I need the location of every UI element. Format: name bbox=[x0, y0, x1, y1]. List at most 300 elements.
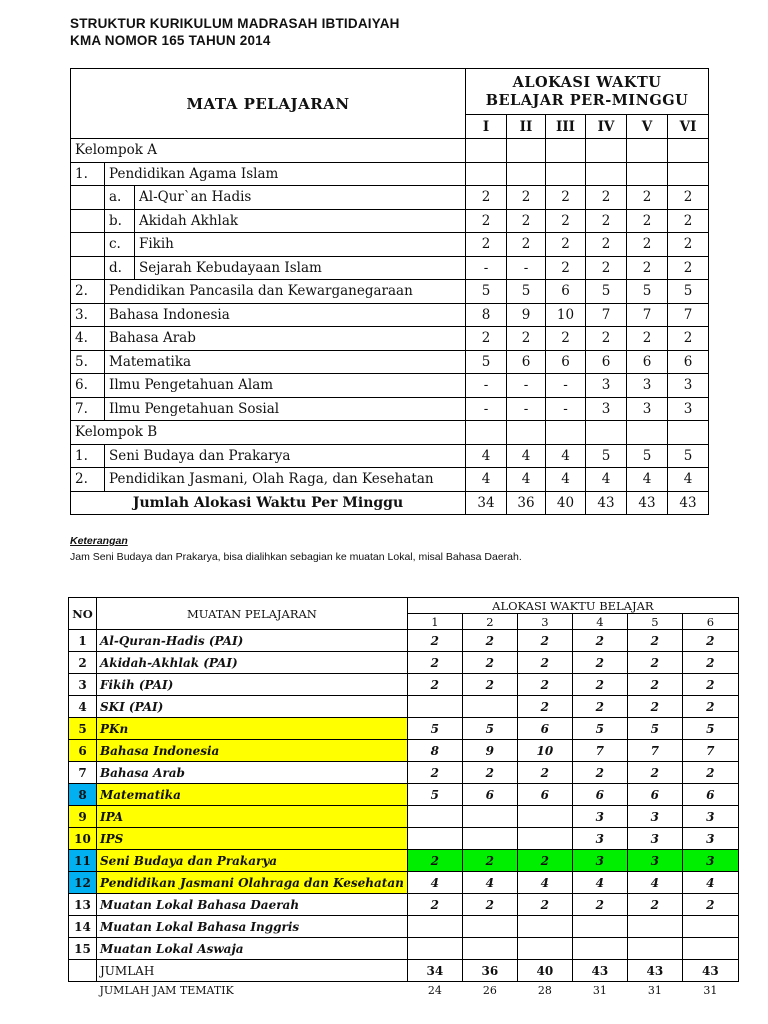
value-cell: - bbox=[466, 256, 507, 280]
value-cell: 2 bbox=[572, 630, 627, 652]
row-number: 4. bbox=[71, 327, 105, 351]
jumlah-label: JUMLAH bbox=[97, 960, 408, 982]
row-number: 6. bbox=[71, 374, 105, 398]
value-cell: 2 bbox=[627, 894, 682, 916]
value-cell bbox=[466, 139, 507, 163]
subject-label: Muatan Lokal Bahasa Inggris bbox=[97, 916, 408, 938]
group-label: Kelompok A bbox=[71, 139, 466, 163]
value-cell: 2 bbox=[466, 327, 507, 351]
value-cell: 6 bbox=[682, 784, 738, 806]
value-cell bbox=[507, 139, 546, 163]
value-cell bbox=[407, 696, 462, 718]
subject-label: Al-Qur`an Hadis bbox=[135, 186, 466, 210]
table-row bbox=[69, 784, 739, 806]
table-row bbox=[69, 806, 739, 828]
value-cell: 2 bbox=[546, 233, 586, 257]
row-number: 4 bbox=[69, 696, 97, 718]
value-cell bbox=[407, 916, 462, 938]
value-cell: 3 bbox=[682, 850, 738, 872]
sub-number: c. bbox=[105, 233, 135, 257]
row-number: 3. bbox=[71, 303, 105, 327]
value-cell: 9 bbox=[462, 740, 517, 762]
grade-header: 2 bbox=[462, 614, 517, 630]
row-number: 3 bbox=[69, 674, 97, 696]
value-cell: 2 bbox=[682, 696, 738, 718]
value-cell: 5 bbox=[462, 718, 517, 740]
value-cell bbox=[668, 421, 709, 445]
value-cell: 2 bbox=[668, 186, 709, 210]
value-cell: 2 bbox=[407, 850, 462, 872]
subject-label: IPA bbox=[97, 806, 408, 828]
grade-header: 1 bbox=[407, 614, 462, 630]
value-cell: 2 bbox=[682, 630, 738, 652]
class-header: I bbox=[466, 115, 507, 139]
value-cell bbox=[546, 421, 586, 445]
value-cell bbox=[507, 162, 546, 186]
value-cell bbox=[462, 938, 517, 960]
value-cell: 2 bbox=[517, 696, 572, 718]
value-cell: 2 bbox=[507, 327, 546, 351]
value-cell: - bbox=[546, 397, 586, 421]
table-row bbox=[71, 374, 709, 398]
value-cell: 4 bbox=[517, 872, 572, 894]
value-cell: 3 bbox=[627, 374, 668, 398]
value-cell: 2 bbox=[546, 256, 586, 280]
value-cell: 5 bbox=[586, 280, 627, 304]
table-row bbox=[69, 872, 739, 894]
subject-label: Pendidikan Jasmani Olahraga dan Kesehatan bbox=[97, 872, 408, 894]
value-cell: 4 bbox=[627, 872, 682, 894]
value-cell: 8 bbox=[407, 740, 462, 762]
value-cell: 2 bbox=[572, 696, 627, 718]
value-cell: - bbox=[466, 374, 507, 398]
value-cell bbox=[407, 938, 462, 960]
value-cell: 5 bbox=[668, 280, 709, 304]
table-row bbox=[71, 162, 709, 186]
jumlah-value: 43 bbox=[627, 960, 682, 982]
row-number bbox=[69, 982, 97, 1000]
row-number: 15 bbox=[69, 938, 97, 960]
value-cell: 2 bbox=[586, 327, 627, 351]
class-header: II bbox=[507, 115, 546, 139]
table-row bbox=[71, 233, 709, 257]
value-cell: 6 bbox=[572, 784, 627, 806]
subject-label: Al-Quran-Hadis (PAI) bbox=[97, 630, 408, 652]
value-cell: 3 bbox=[682, 806, 738, 828]
value-cell: 6 bbox=[627, 784, 682, 806]
table-row bbox=[71, 303, 709, 327]
value-cell: 2 bbox=[572, 674, 627, 696]
value-cell bbox=[682, 938, 738, 960]
subject-label: Bahasa Arab bbox=[97, 762, 408, 784]
muatan-pelajaran-table bbox=[68, 597, 739, 1000]
value-cell: 7 bbox=[586, 303, 627, 327]
value-cell bbox=[572, 916, 627, 938]
value-cell: - bbox=[507, 397, 546, 421]
tematik-value: 31 bbox=[647, 984, 662, 998]
value-cell bbox=[517, 828, 572, 850]
table-row bbox=[71, 421, 709, 445]
value-cell: 7 bbox=[627, 303, 668, 327]
subject-label: Ilmu Pengetahuan Alam bbox=[105, 374, 466, 398]
column-header-no: NO bbox=[69, 598, 97, 630]
alokasi-line-1: ALOKASI WAKTU bbox=[512, 73, 662, 91]
value-cell: 3 bbox=[586, 397, 627, 421]
table-header-row bbox=[71, 69, 709, 115]
value-cell: 2 bbox=[407, 630, 462, 652]
value-cell: - bbox=[507, 256, 546, 280]
value-cell bbox=[586, 139, 627, 163]
sub-number: a. bbox=[105, 186, 135, 210]
table-row bbox=[71, 186, 709, 210]
class-header: IV bbox=[586, 115, 627, 139]
value-cell: 2 bbox=[627, 696, 682, 718]
row-number: 1. bbox=[71, 444, 105, 468]
value-cell: 2 bbox=[407, 762, 462, 784]
value-cell: 7 bbox=[627, 740, 682, 762]
grade-header: 3 bbox=[517, 614, 572, 630]
value-cell bbox=[627, 162, 668, 186]
value-cell: 3 bbox=[668, 374, 709, 398]
value-cell bbox=[462, 806, 517, 828]
value-cell: 2 bbox=[546, 327, 586, 351]
value-cell bbox=[407, 828, 462, 850]
class-header: VI bbox=[668, 115, 709, 139]
value-cell: 4 bbox=[507, 468, 546, 492]
value-cell: 2 bbox=[682, 652, 738, 674]
table-row bbox=[69, 828, 739, 850]
row-number: 13 bbox=[69, 894, 97, 916]
value-cell bbox=[668, 162, 709, 186]
subject-label: PKn bbox=[97, 718, 408, 740]
value-cell bbox=[682, 916, 738, 938]
subject-label: Matematika bbox=[105, 350, 466, 374]
row-number: 5 bbox=[69, 718, 97, 740]
value-cell: 2 bbox=[668, 256, 709, 280]
value-cell bbox=[627, 916, 682, 938]
table-row bbox=[69, 762, 739, 784]
value-cell: 4 bbox=[586, 468, 627, 492]
value-cell: 2 bbox=[462, 630, 517, 652]
tematik-value: 26 bbox=[482, 984, 497, 998]
value-cell: 4 bbox=[407, 872, 462, 894]
value-cell: 2 bbox=[572, 762, 627, 784]
value-cell: 6 bbox=[517, 784, 572, 806]
value-cell: 6 bbox=[627, 350, 668, 374]
value-cell bbox=[627, 938, 682, 960]
value-cell bbox=[668, 139, 709, 163]
value-cell: 5 bbox=[507, 280, 546, 304]
value-cell: 10 bbox=[546, 303, 586, 327]
document-subtitle: KMA NOMOR 165 TAHUN 2014 bbox=[70, 33, 271, 48]
row-number: 2 bbox=[69, 652, 97, 674]
value-cell: 5 bbox=[627, 444, 668, 468]
value-cell bbox=[462, 696, 517, 718]
table-row bbox=[69, 696, 739, 718]
grade-header: 5 bbox=[627, 614, 682, 630]
value-cell bbox=[586, 421, 627, 445]
value-cell: 6 bbox=[546, 350, 586, 374]
jumlah-row bbox=[69, 960, 739, 982]
value-cell: 2 bbox=[517, 894, 572, 916]
value-cell: 3 bbox=[627, 397, 668, 421]
class-header: V bbox=[627, 115, 668, 139]
table-row bbox=[69, 916, 739, 938]
value-cell: 3 bbox=[668, 397, 709, 421]
row-indent bbox=[71, 209, 105, 233]
row-number: 9 bbox=[69, 806, 97, 828]
table-row bbox=[71, 139, 709, 163]
tematik-value: 24 bbox=[427, 984, 442, 998]
table-row bbox=[69, 718, 739, 740]
value-cell: 2 bbox=[627, 256, 668, 280]
value-cell: 2 bbox=[466, 233, 507, 257]
value-cell: 5 bbox=[466, 350, 507, 374]
table-row bbox=[71, 468, 709, 492]
value-cell: 3 bbox=[572, 828, 627, 850]
class-header: III bbox=[546, 115, 586, 139]
row-number: 7. bbox=[71, 397, 105, 421]
jumlah-value: 43 bbox=[572, 960, 627, 982]
value-cell: 5 bbox=[668, 444, 709, 468]
value-cell bbox=[627, 421, 668, 445]
value-cell: 5 bbox=[682, 718, 738, 740]
value-cell: 2 bbox=[507, 209, 546, 233]
table-row bbox=[71, 327, 709, 351]
sub-number: b. bbox=[105, 209, 135, 233]
value-cell: 2 bbox=[546, 209, 586, 233]
row-number: 1 bbox=[69, 630, 97, 652]
value-cell bbox=[466, 162, 507, 186]
value-cell: 3 bbox=[682, 828, 738, 850]
value-cell: 2 bbox=[627, 630, 682, 652]
value-cell: 3 bbox=[572, 850, 627, 872]
row-number: 7 bbox=[69, 762, 97, 784]
value-cell: 2 bbox=[627, 186, 668, 210]
subject-label: Pendidikan Pancasila dan Kewarganegaraan bbox=[105, 280, 466, 304]
value-cell: 2 bbox=[462, 652, 517, 674]
value-cell: 2 bbox=[586, 233, 627, 257]
value-cell bbox=[462, 916, 517, 938]
subject-label: Akidah-Akhlak (PAI) bbox=[97, 652, 408, 674]
tematik-label: JUMLAH JAM TEMATIK bbox=[99, 984, 234, 998]
tematik-value: 28 bbox=[537, 984, 552, 998]
value-cell: 3 bbox=[627, 828, 682, 850]
row-indent bbox=[71, 256, 105, 280]
column-header-alokasi bbox=[466, 69, 709, 115]
value-cell: 6 bbox=[586, 350, 627, 374]
value-cell: 5 bbox=[586, 444, 627, 468]
table-row bbox=[71, 280, 709, 304]
subject-label: Matematika bbox=[97, 784, 408, 806]
table-row bbox=[69, 740, 739, 762]
jumlah-value: 40 bbox=[517, 960, 572, 982]
value-cell: 2 bbox=[407, 894, 462, 916]
value-cell: 2 bbox=[517, 674, 572, 696]
value-cell: 4 bbox=[546, 468, 586, 492]
row-indent bbox=[71, 233, 105, 257]
value-cell: 2 bbox=[627, 233, 668, 257]
value-cell: 2 bbox=[517, 850, 572, 872]
value-cell: 10 bbox=[517, 740, 572, 762]
subject-label: Muatan Lokal Aswaja bbox=[97, 938, 408, 960]
keterangan-text: Jam Seni Budaya dan Prakarya, bisa dialihkan sebagian ke muatan Lokal, misal Bahasa Daerah. bbox=[70, 551, 522, 563]
total-value: 40 bbox=[546, 491, 586, 515]
value-cell: 2 bbox=[627, 209, 668, 233]
value-cell: 4 bbox=[466, 444, 507, 468]
value-cell: 5 bbox=[407, 784, 462, 806]
tematik-value: 31 bbox=[592, 984, 607, 998]
value-cell: 7 bbox=[668, 303, 709, 327]
value-cell: 5 bbox=[627, 280, 668, 304]
value-cell: - bbox=[507, 374, 546, 398]
value-cell: 2 bbox=[507, 186, 546, 210]
value-cell: 6 bbox=[517, 718, 572, 740]
total-row bbox=[71, 491, 709, 515]
value-cell: - bbox=[466, 397, 507, 421]
table-row bbox=[69, 894, 739, 916]
value-cell: 4 bbox=[572, 872, 627, 894]
value-cell: 2 bbox=[546, 186, 586, 210]
value-cell bbox=[586, 162, 627, 186]
table-row bbox=[71, 350, 709, 374]
value-cell: 5 bbox=[627, 718, 682, 740]
subject-label: Pendidikan Jasmani, Olah Raga, dan Kesehatan bbox=[105, 468, 466, 492]
curriculum-table-kma bbox=[70, 68, 709, 515]
row-number: 6 bbox=[69, 740, 97, 762]
value-cell: 2 bbox=[466, 186, 507, 210]
value-cell: 7 bbox=[572, 740, 627, 762]
value-cell: 2 bbox=[462, 850, 517, 872]
value-cell bbox=[546, 139, 586, 163]
subject-label: Fikih bbox=[135, 233, 466, 257]
table-row bbox=[71, 256, 709, 280]
value-cell bbox=[517, 916, 572, 938]
table-row bbox=[71, 444, 709, 468]
value-cell: 4 bbox=[668, 468, 709, 492]
value-cell: 2 bbox=[682, 762, 738, 784]
value-cell: 4 bbox=[462, 872, 517, 894]
total-value: 34 bbox=[466, 491, 507, 515]
column-header-alokasi: ALOKASI WAKTU BELAJAR bbox=[407, 598, 738, 614]
table-row bbox=[69, 938, 739, 960]
value-cell: 5 bbox=[466, 280, 507, 304]
subject-label: Muatan Lokal Bahasa Daerah bbox=[97, 894, 408, 916]
value-cell bbox=[546, 162, 586, 186]
value-cell: 2 bbox=[668, 209, 709, 233]
jumlah-value: 34 bbox=[407, 960, 462, 982]
subject-label: Seni Budaya dan Prakarya bbox=[105, 444, 466, 468]
value-cell: 8 bbox=[466, 303, 507, 327]
subject-label: Bahasa Indonesia bbox=[105, 303, 466, 327]
value-cell: 2 bbox=[407, 674, 462, 696]
table-row bbox=[69, 674, 739, 696]
value-cell: 4 bbox=[507, 444, 546, 468]
value-cell: 3 bbox=[627, 850, 682, 872]
value-cell: 2 bbox=[462, 762, 517, 784]
value-cell: 2 bbox=[682, 674, 738, 696]
table-row bbox=[71, 397, 709, 421]
value-cell: 6 bbox=[668, 350, 709, 374]
row-number: 12 bbox=[69, 872, 97, 894]
value-cell bbox=[462, 828, 517, 850]
value-cell: 7 bbox=[682, 740, 738, 762]
value-cell: 6 bbox=[462, 784, 517, 806]
value-cell: 3 bbox=[586, 374, 627, 398]
row-number: 2. bbox=[71, 468, 105, 492]
subject-label: Ilmu Pengetahuan Sosial bbox=[105, 397, 466, 421]
value-cell: 5 bbox=[407, 718, 462, 740]
value-cell: 4 bbox=[627, 468, 668, 492]
value-cell: 2 bbox=[682, 894, 738, 916]
total-label: Jumlah Alokasi Waktu Per Minggu bbox=[71, 491, 466, 515]
value-cell: 6 bbox=[507, 350, 546, 374]
value-cell: 3 bbox=[572, 806, 627, 828]
value-cell: 2 bbox=[586, 209, 627, 233]
value-cell: 2 bbox=[572, 652, 627, 674]
subject-label: SKI (PAI) bbox=[97, 696, 408, 718]
table-row bbox=[69, 850, 739, 872]
table-row bbox=[71, 209, 709, 233]
value-cell: 2 bbox=[668, 327, 709, 351]
subject-label: Fikih (PAI) bbox=[97, 674, 408, 696]
value-cell: - bbox=[546, 374, 586, 398]
table-row bbox=[69, 652, 739, 674]
value-cell bbox=[466, 421, 507, 445]
group-label: Kelompok B bbox=[71, 421, 466, 445]
keterangan-heading: Keterangan bbox=[70, 535, 128, 547]
jumlah-value: 36 bbox=[462, 960, 517, 982]
value-cell bbox=[407, 806, 462, 828]
row-number: 1. bbox=[71, 162, 105, 186]
value-cell: 2 bbox=[517, 630, 572, 652]
value-cell: 2 bbox=[507, 233, 546, 257]
total-value: 43 bbox=[586, 491, 627, 515]
row-number: 11 bbox=[69, 850, 97, 872]
row-number: 14 bbox=[69, 916, 97, 938]
value-cell: 2 bbox=[586, 256, 627, 280]
value-cell: 2 bbox=[627, 674, 682, 696]
grade-header: 4 bbox=[572, 614, 627, 630]
row-number bbox=[69, 960, 97, 982]
value-cell: 2 bbox=[462, 674, 517, 696]
tematik-row bbox=[69, 982, 739, 1000]
row-number: 8 bbox=[69, 784, 97, 806]
value-cell: 4 bbox=[546, 444, 586, 468]
subject-label: Bahasa Indonesia bbox=[97, 740, 408, 762]
value-cell: 2 bbox=[572, 894, 627, 916]
value-cell bbox=[517, 938, 572, 960]
table-header-row bbox=[69, 598, 739, 614]
document-title: STRUKTUR KURIKULUM MADRASAH IBTIDAIYAH bbox=[70, 16, 400, 31]
table-row bbox=[69, 630, 739, 652]
value-cell: 2 bbox=[517, 652, 572, 674]
row-number: 5. bbox=[71, 350, 105, 374]
value-cell: 4 bbox=[466, 468, 507, 492]
value-cell: 9 bbox=[507, 303, 546, 327]
jumlah-value: 43 bbox=[682, 960, 738, 982]
value-cell: 2 bbox=[462, 894, 517, 916]
total-value: 43 bbox=[668, 491, 709, 515]
value-cell: 2 bbox=[517, 762, 572, 784]
value-cell: 2 bbox=[627, 652, 682, 674]
value-cell: 6 bbox=[546, 280, 586, 304]
value-cell: 3 bbox=[627, 806, 682, 828]
subject-label: Seni Budaya dan Prakarya bbox=[97, 850, 408, 872]
subject-label: Akidah Akhlak bbox=[135, 209, 466, 233]
value-cell: 2 bbox=[627, 327, 668, 351]
total-value: 36 bbox=[507, 491, 546, 515]
